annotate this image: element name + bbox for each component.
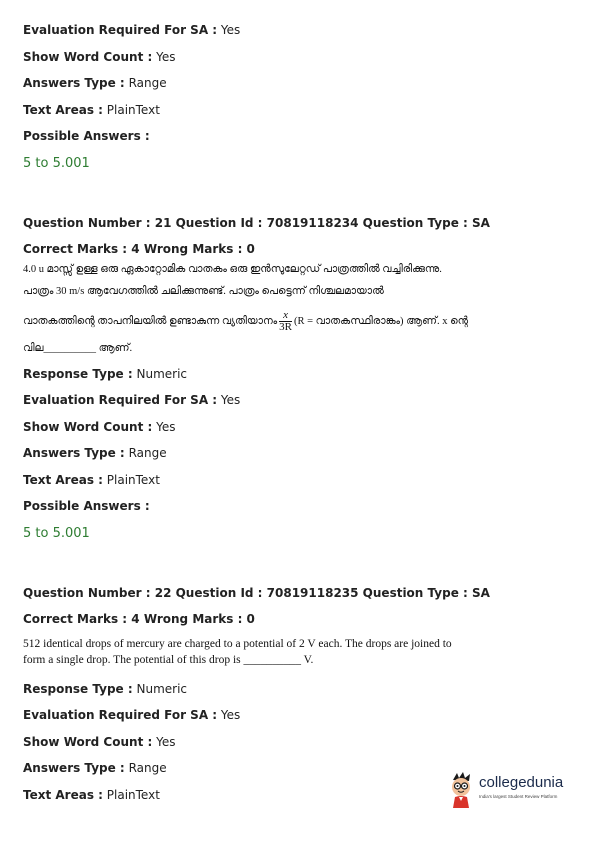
show-word-count-row: Show Word Count : Yes	[23, 735, 176, 749]
response-type-row: Response Type : Numeric	[23, 682, 188, 696]
question-text-line: form a single drop. The potential of this drop is __________ V.	[23, 654, 314, 666]
fraction: $\frac{x}{3R}$	[279, 309, 292, 334]
show-word-count-row: Show Word Count : Yes	[23, 50, 176, 64]
possible-answer-value: 5 to 5.001	[23, 526, 90, 541]
logo-wordmark: collegedunia	[479, 774, 564, 791]
question-text-line: പാത്രം 30 m/s ആവേഗത്തിൽ ചലിക്കുന്നുണ്ട്. പാത്രം പെട്ടെന്ന് നിശ്ചലമായാൽ	[23, 286, 384, 297]
response-type-row: Response Type : Numeric	[23, 367, 188, 381]
question-text-line: 4.0 u മാസ്സ് ഉള്ള ഒരു ഏകാറ്റോമിക വാതകം ഒരു ഇൻസുലേറ്റഡ് പാത്രത്തിൽ വച്ചിരിക്കുന്നു.	[23, 264, 442, 275]
answers-type-row: Answers Type : Range	[23, 761, 167, 775]
text-areas-row: Text Areas : PlainText	[23, 788, 160, 802]
collegedunia-logo	[445, 770, 575, 810]
eval-required-row: Evaluation Required For SA : Yes	[23, 708, 241, 722]
possible-answer-value: 5 to 5.001	[23, 156, 90, 171]
question-text-line: വാതകത്തിന്റെ താപനിലയിൽ ഉണ്ടാകുന്ന വ്യതിയാനം $\frac{x}{3R}$ (R = വാതകസ്ഥിരാങ്കം) ആണ്. x ന്റെ	[23, 309, 469, 334]
question-text-line: 512 identical drops of mercury are charged to a potential of 2 V each. The drops are joined to	[23, 638, 452, 650]
marks-row: Correct Marks : 4 Wrong Marks : 0	[23, 612, 255, 626]
text-areas-row: Text Areas : PlainText	[23, 103, 160, 117]
question-header: Question Number : 21 Question Id : 70819118234 Question Type : SA	[23, 216, 490, 230]
question-text-line: വില__________ ആണ്.	[23, 343, 133, 354]
eval-required-row: Evaluation Required For SA : Yes	[23, 23, 241, 37]
show-word-count-row: Show Word Count : Yes	[23, 420, 176, 434]
possible-answers-label: Possible Answers :	[23, 499, 150, 513]
answers-type-row: Answers Type : Range	[23, 76, 167, 90]
answers-type-row: Answers Type : Range	[23, 446, 167, 460]
text-areas-row: Text Areas : PlainText	[23, 473, 160, 487]
question-header: Question Number : 22 Question Id : 70819118235 Question Type : SA	[23, 586, 490, 600]
possible-answers-label: Possible Answers :	[23, 129, 150, 143]
eval-required-row: Evaluation Required For SA : Yes	[23, 393, 241, 407]
logo-tagline: India's largest Student Review Platform	[479, 794, 558, 799]
marks-row: Correct Marks : 4 Wrong Marks : 0	[23, 242, 255, 256]
mascot-icon	[445, 770, 477, 810]
